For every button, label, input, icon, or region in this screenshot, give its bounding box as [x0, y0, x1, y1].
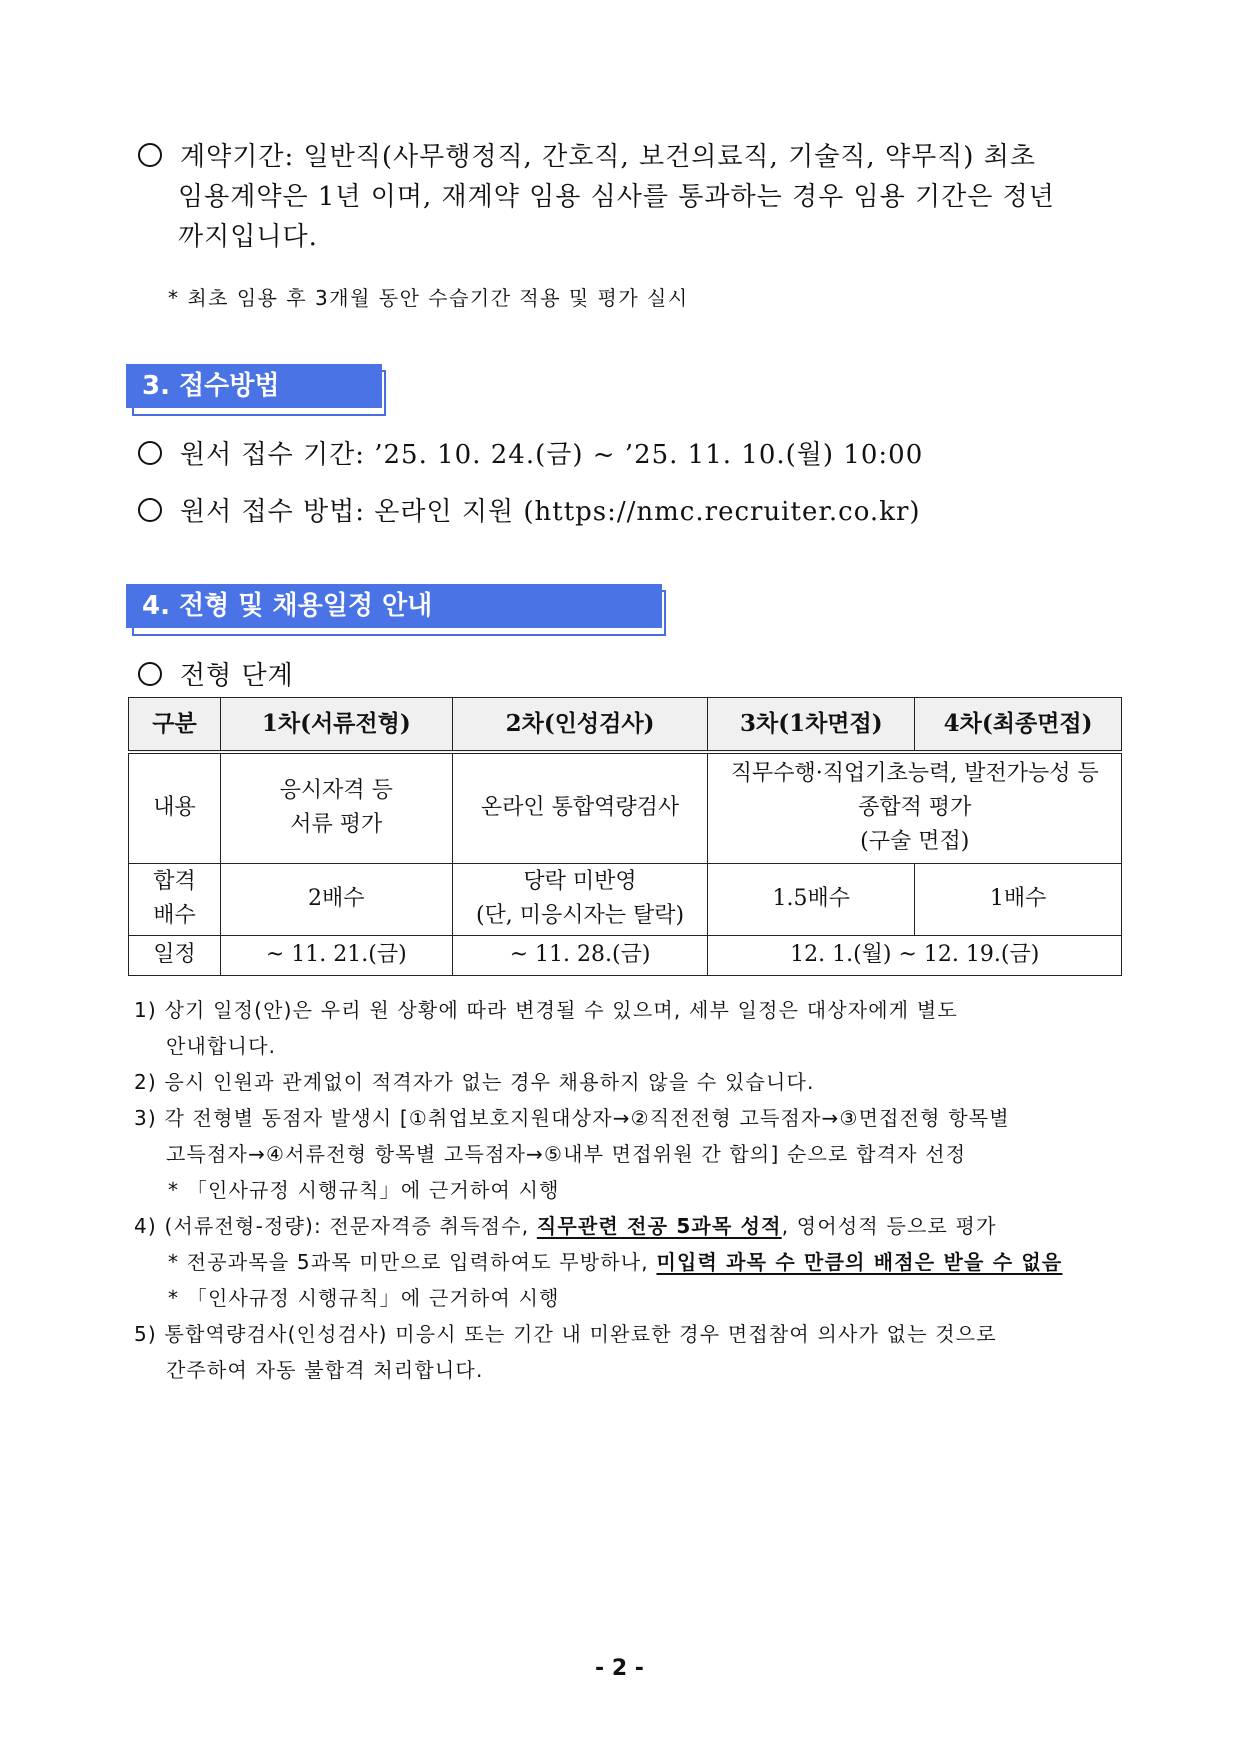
footnote-3-note: * 「인사규정 시행규칙」에 근거하여 시행 [168, 1178, 560, 1202]
content-stage-2: 온라인 통합역량검사 [452, 752, 708, 863]
footnote-5-line-1: 5) 통합역량검사(인성검사) 미응시 또는 기간 내 미완료한 경우 면접참여 의사가 없는 것으로 [134, 1322, 997, 1346]
application-period: 원서 접수 기간: ’25. 10. 24.(금) ~ ’25. 11. 10.(월) 10:00 [138, 434, 923, 471]
table-row-multiple [129, 863, 1122, 935]
contract-line-3: 까지입니다. [178, 222, 318, 252]
multiple-stage-4: 1배수 [915, 863, 1122, 935]
content-stage-1: 응시자격 등 서류 평가 [220, 752, 452, 863]
footnote-4-note: * 전공과목을 5과목 미만으로 입력하여도 무방하나, 미입력 과목 수 만큼의 배점은 받을 수 없음 [168, 1250, 1063, 1274]
row-label-schedule: 일정 [129, 935, 221, 975]
circle-bullet-icon [138, 143, 162, 167]
selection-schedule-table [128, 697, 1122, 976]
row-label-content: 내용 [129, 752, 221, 863]
application-method: 원서 접수 방법: 온라인 지원 (https://nmc.recruiter.co.kr) [138, 491, 921, 528]
circle-bullet-icon [138, 662, 162, 686]
table-row-schedule [129, 935, 1122, 975]
row-label-multiple: 합격 배수 [129, 863, 221, 935]
table-row-content [129, 752, 1122, 863]
multiple-stage-1: 2배수 [220, 863, 452, 935]
schedule-stage-3-4: 12. 1.(월) ~ 12. 19.(금) [708, 935, 1122, 975]
footnote-3-line-1: 3) 각 전형별 동점자 발생시 [①취업보호지원대상자→②직전전형 고득점자→③면접전형 항목별 [134, 1106, 1010, 1130]
multiple-stage-3: 1.5배수 [708, 863, 915, 935]
multiple-stage-2: 당락 미반영 (단, 미응시자는 탈락) [452, 863, 708, 935]
table-header-cell: 구분 [129, 698, 221, 753]
footnote-1-line-1: 1) 상기 일정(안)은 우리 원 상황에 따라 변경될 수 있으며, 세부 일정은 대상자에게 별도 [134, 998, 958, 1022]
page-number: - 2 - [595, 1656, 644, 1681]
schedule-stage-2: ~ 11. 28.(금) [452, 935, 708, 975]
contract-note: * 최초 임용 후 3개월 동안 수습기간 적용 및 평가 실시 [168, 286, 689, 310]
table-header-cell: 1차(서류전형) [220, 698, 452, 753]
schedule-stage-1: ~ 11. 21.(금) [220, 935, 452, 975]
table-header-cell: 2차(인성검사) [452, 698, 708, 753]
footnote-4-note-2: * 「인사규정 시행규칙」에 근거하여 시행 [168, 1286, 560, 1310]
footnote-2: 2) 응시 인원과 관계없이 적격자가 없는 경우 채용하지 않을 수 있습니다. [134, 1070, 815, 1094]
footnote-4-note-emphasis: 미입력 과목 수 만큼의 배점은 받을 수 없음 [656, 1250, 1063, 1274]
footnote-5-line-2: 간주하여 자동 불합격 처리합니다. [166, 1358, 484, 1382]
circle-bullet-icon [138, 441, 162, 465]
footnote-4-emphasis: 직무관련 전공 5과목 성적 [536, 1214, 782, 1238]
table-header-row [129, 698, 1122, 753]
footnote-4: 4) (서류전형-정량): 전문자격증 취득점수, 직무관련 전공 5과목 성적, 영어성적 등으로 평가 [134, 1214, 997, 1238]
selection-stages-label: 전형 단계 [138, 655, 294, 692]
table-header-cell: 3차(1차면접) [708, 698, 915, 753]
content-stage-3-4: 직무수행·직업기초능력, 발전가능성 등 종합적 평가 (구술 면접) [708, 752, 1122, 863]
footnote-3-line-2: 고득점자→④서류전형 항목별 고득점자→⑤내부 면접위원 간 합의] 순으로 합격자 선정 [166, 1142, 967, 1166]
table-header-cell: 4차(최종면접) [915, 698, 1122, 753]
contract-line-1: 계약기간: 일반직(사무행정직, 간호직, 보건의료직, 기술직, 약무직) 최초 [138, 136, 1036, 173]
footnote-1-line-2: 안내합니다. [166, 1034, 277, 1058]
circle-bullet-icon [138, 498, 162, 522]
section4-title: 4. 전형 및 채용일정 안내 [126, 584, 662, 628]
contract-line-2: 임용계약은 1년 이며, 재계약 임용 심사를 통과하는 경우 임용 기간은 정년 [178, 182, 1055, 212]
section3-title: 3. 접수방법 [126, 364, 382, 408]
